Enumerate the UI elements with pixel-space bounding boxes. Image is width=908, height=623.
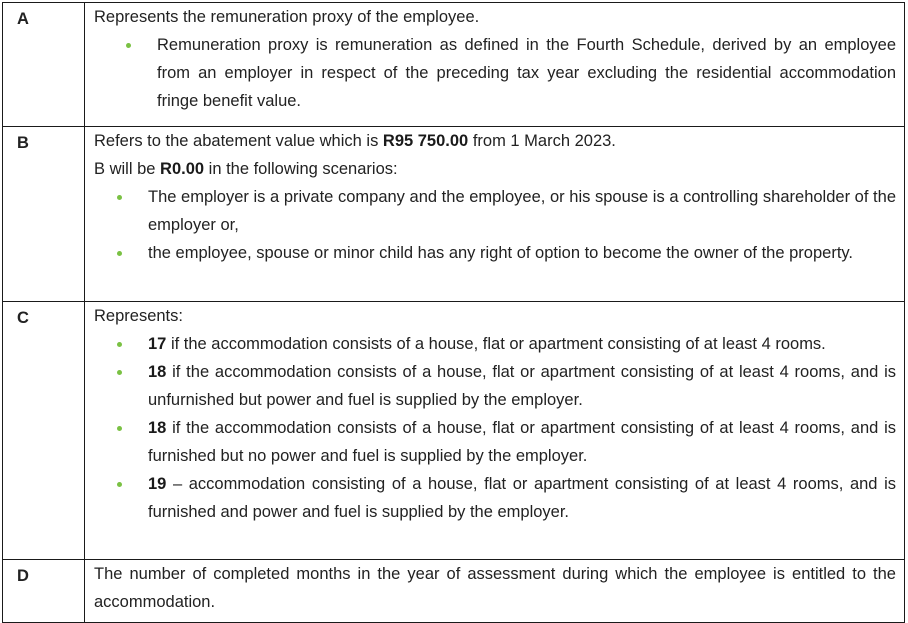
row-b-intro2-before: B will be <box>94 160 161 178</box>
bullet-icon <box>117 426 122 431</box>
bullet-value: 17 <box>148 335 167 353</box>
list-item <box>94 414 896 470</box>
row-b-intro-2 <box>94 155 896 183</box>
row-b-intro2-after: in the following scenarios: <box>204 160 398 178</box>
row-content-a <box>85 3 905 127</box>
formula-variables-table <box>2 2 905 623</box>
row-c-bullet-list <box>94 330 896 526</box>
table-row-c <box>3 302 905 560</box>
bullet-value: 18 <box>148 419 167 437</box>
row-b-intro-after: from 1 March 2023. <box>468 132 616 150</box>
row-content-b <box>85 127 905 302</box>
list-item <box>94 239 896 267</box>
table-row-b <box>3 127 905 302</box>
bullet-value: 19 <box>148 475 167 493</box>
row-label-b: B <box>3 127 85 302</box>
row-a-bullet-list <box>94 31 896 115</box>
row-b-intro <box>94 127 896 155</box>
list-item <box>94 330 896 358</box>
bullet-text: if the accommodation consists of a house, flat or apartment consisting of at least 4 rooms, and is furnished but no power and fuel is supplied by the employer. <box>148 419 896 465</box>
row-label-d: D <box>3 560 85 623</box>
list-item <box>94 31 896 115</box>
row-label-a: A <box>3 3 85 127</box>
table-row-d <box>3 560 905 623</box>
list-item <box>94 358 896 414</box>
bullet-text: if the accommodation consists of a house, flat or apartment consisting of at least 4 rooms, and is unfurnished but power and fuel is supplied by the employer. <box>148 363 896 409</box>
row-b-bullet-list <box>94 183 896 267</box>
bullet-icon <box>117 482 122 487</box>
bullet-icon <box>117 342 122 347</box>
bullet-text: if the accommodation consists of a house, flat or apartment consisting of at least 4 rooms. <box>166 335 826 353</box>
bullet-value: 18 <box>148 363 167 381</box>
row-label-c: C <box>3 302 85 560</box>
bullet-text: Remuneration proxy is remuneration as defined in the Fourth Schedule, derived by an employee from an employer in respect of the preceding tax year excluding the residential accommodation fringe benefit value. <box>157 36 896 110</box>
bullet-icon <box>126 43 131 48</box>
row-c-intro: Represents: <box>94 307 183 325</box>
bullet-text: The employer is a private company and the employee, or his spouse is a controlling shareholder of the employer or, <box>148 188 896 234</box>
row-a-intro: Represents the remuneration proxy of the employee. <box>94 8 480 26</box>
abatement-value: R95 750.00 <box>382 132 469 150</box>
bullet-text: – accommodation consisting of a house, flat or apartment consisting of at least 4 rooms, and is furnished and power and fuel is supplied by the employer. <box>148 475 896 521</box>
row-content-d <box>85 560 905 623</box>
bullet-icon <box>117 251 122 256</box>
row-d-text: The number of completed months in the year of assessment during which the employee is entitled to the accommodation. <box>94 565 896 611</box>
list-item <box>94 183 896 239</box>
table-row-a <box>3 3 905 127</box>
bullet-icon <box>117 370 122 375</box>
row-content-c <box>85 302 905 560</box>
bullet-text: the employee, spouse or minor child has any right of option to become the owner of the property. <box>148 244 854 262</box>
row-b-intro-before: Refers to the abatement value which is <box>94 132 383 150</box>
bullet-icon <box>117 195 122 200</box>
zero-value: R0.00 <box>160 160 205 178</box>
list-item <box>94 470 896 526</box>
